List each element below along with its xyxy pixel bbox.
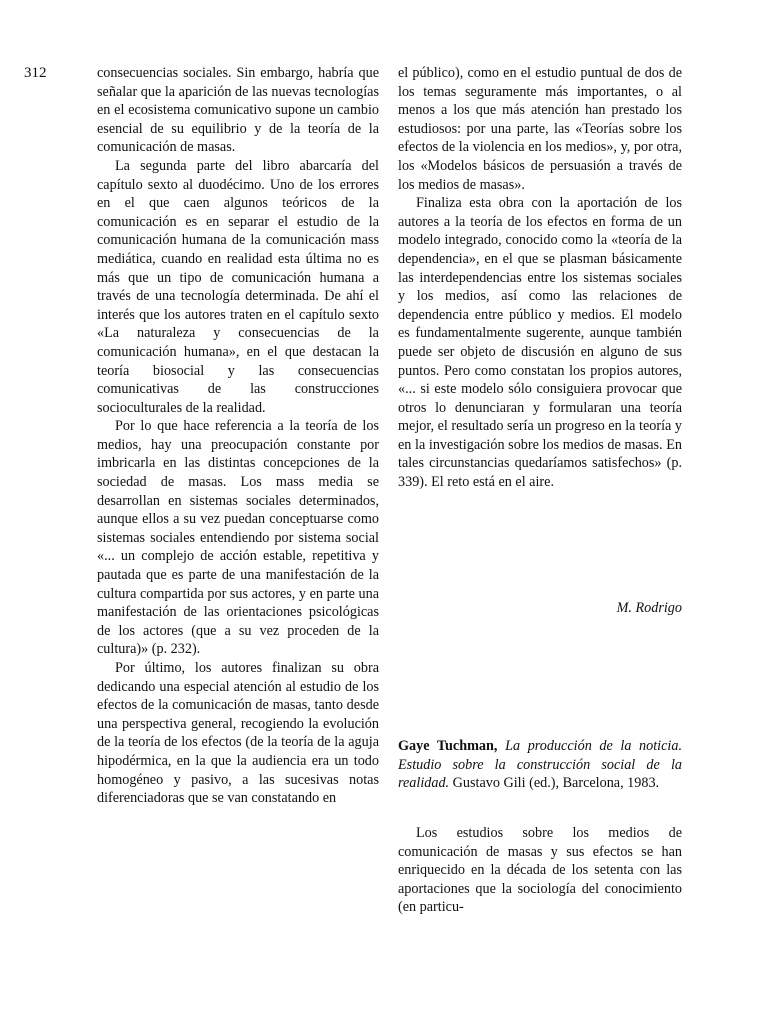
right-column [398, 64, 682, 492]
review-author: Gaye Tuchman, [398, 738, 498, 754]
review-publisher: Gustavo Gili (ed.), Barcelona, 1983. [452, 775, 660, 792]
page-number: 312 [24, 65, 47, 81]
paragraph: Por último, los autores finalizan su obra dedicando una especial atención al estudio de los efectos de la comunicación de masas, tanto desde una perspectiva general, recogiendo la evolución de la teoría de los efectos (de la teoría de la aguja hipodérmica, en la que la audiencia era un todo homogéneo y pasivo, a las sucesivas notas diferenciadoras que se van constatando en [97, 660, 379, 807]
paragraph: consecuencias sociales. Sin embargo, habría que señalar que la aparición de las nuevas tecnologías en el ecosistema comunicativo supone un cambio esencial de su equilibrio y de la teoría de la comunicación de masas. [97, 65, 379, 156]
paragraph: La segunda parte del libro abarcaría del capítulo sexto al duodécimo. Uno de los errores en el que caen algunos teóricos de la comunicación es en separar el estudio de la comunicación humana de la comunicación mass mediática, cuando en realidad esta última no es más que un tipo de comunicación humana a través de una tecnología determinada. De ahí el interés que los autores traten en el capítulo sexto «La naturaleza y consecuencias de la comunicación humana», en el que destacan la teoría biosocial y las consecuencias comunicativas de las construcciones socioculturales de la realidad. [97, 157, 379, 416]
paragraph: el público), como en el estudio puntual de dos de los temas seguramente más importantes, o al menos a los que más atención han prestado los estudiosos: por una parte, las «Teorías sobre los efectos de la violencia en los medios», y, por otra, los «Modelos básicos de persuasión a través de los medios de masas». [398, 65, 682, 193]
paragraph: Finaliza esta obra con la aportación de los autores a la teoría de los efectos en forma de un modelo integrado, conocido como la «teoría de la dependencia», en el que se plasman básicamente las interdependencias entre los sistemas sociales y los medios, así como las relaciones de dependencia entre público y medios. El modelo es fundamentalmente sugerente, aunque también puede ser objeto de discusión en alguno de sus puntos. Pero como constatan los propios autores, «... si este modelo sólo consiguiera provocar que otros lo denunciaran y formularan una teoría mejor, el resultado sería un progreso en la teoría y en la investigación sobre los medios de masas. En tales circunstancias quedaríamos satisfechos» (p. 339). El reto está en el aire. [398, 195, 682, 491]
review-citation [398, 737, 682, 793]
paragraph: Por lo que hace referencia a la teoría de los medios, hay una preocupación constante por imbricarla en las distintas concepciones de la sociedad de masas. Los mass media se desarrollan en sistemas sociales determinados, aunque ellos a su vez puedan conceptuarse como sistemas sociales entendiendo por sistema social «... un complejo de acción estable, repetitiva y pautada que es parte de una manifestación de la cultura compartida por sus actores, y en parte una manifestación de las orientaciones psicológicas de los actores (que a su vez proceden de la cultura)» (p. 232). [97, 418, 379, 658]
review-body: Los estudios sobre los medios de comunicación de masas y sus efectos se han enriquecido en la década de los setenta con las aportaciones que la sociología del conocimiento (en particu- [398, 825, 682, 916]
left-column [97, 64, 379, 808]
review-signature: M. Rodrigo [616, 600, 682, 616]
review-book-title: La producción de la noticia. Estudio sobre la construcción social de la realidad. [398, 738, 682, 792]
